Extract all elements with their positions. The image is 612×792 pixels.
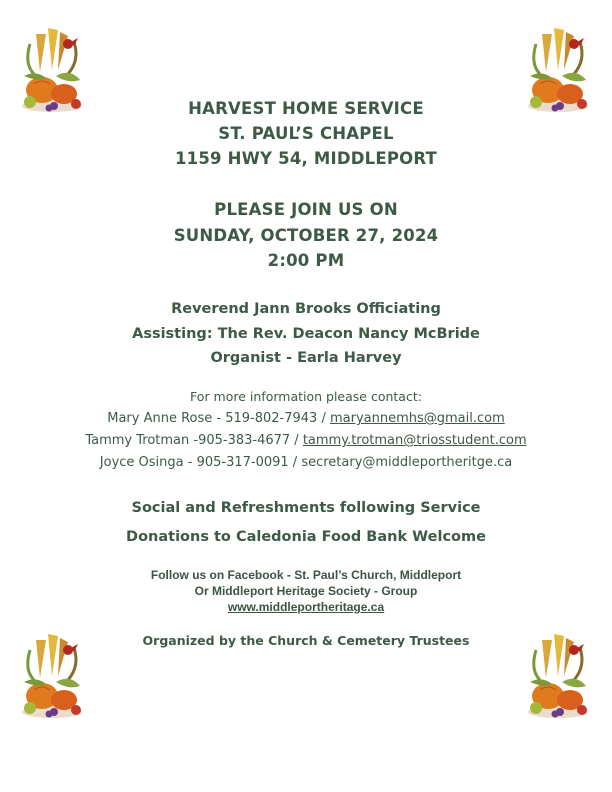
contact-email-link[interactable]: tammy.trotman@triosstudent.com [302,433,527,448]
contact-email: secretary@middleportheritge.ca [301,455,513,470]
event-date: SUNDAY, OCTOBER 27, 2024 [173,226,439,245]
event-title: HARVEST HOME SERVICE [188,99,424,118]
contact-line [0,433,612,448]
website-link[interactable]: www.middleportheritage.ca [227,600,385,614]
contact-text: Mary Anne Rose - 519-802-7943 / [107,411,330,426]
contact-text: Tammy Trotman -905-383-4677 / [85,433,303,448]
chapel-address: 1159 HWY 54, MIDDLEPORT [174,149,438,168]
organist-line: Organist - Earla Harvey [210,350,402,366]
organizer-line: Organized by the Church & Cemetery Trustees [142,633,470,648]
contact-line [0,411,612,426]
donations-note: Donations to Caledonia Food Bank Welcome [126,529,486,545]
invite-text: PLEASE JOIN US ON [214,200,398,219]
social-note: Social and Refreshments following Service [131,500,481,516]
facebook-line: Follow us on Facebook - St. Paul’s Church, Middleport [150,568,462,582]
contact-line [0,455,612,470]
chapel-name: ST. PAUL’S CHAPEL [218,124,394,143]
officiant-line: Reverend Jann Brooks Officiating [171,301,441,317]
heritage-group-line: Or Middleport Heritage Society - Group [194,584,418,598]
assisting-line: Assisting: The Rev. Deacon Nancy McBride [132,326,480,342]
contact-email-link[interactable]: maryannemhs@gmail.com [329,411,505,426]
contact-intro: For more information please contact: [190,389,422,404]
contact-text: Joyce Osinga - 905-317-0091 / [99,455,302,470]
event-time: 2:00 PM [267,251,345,270]
